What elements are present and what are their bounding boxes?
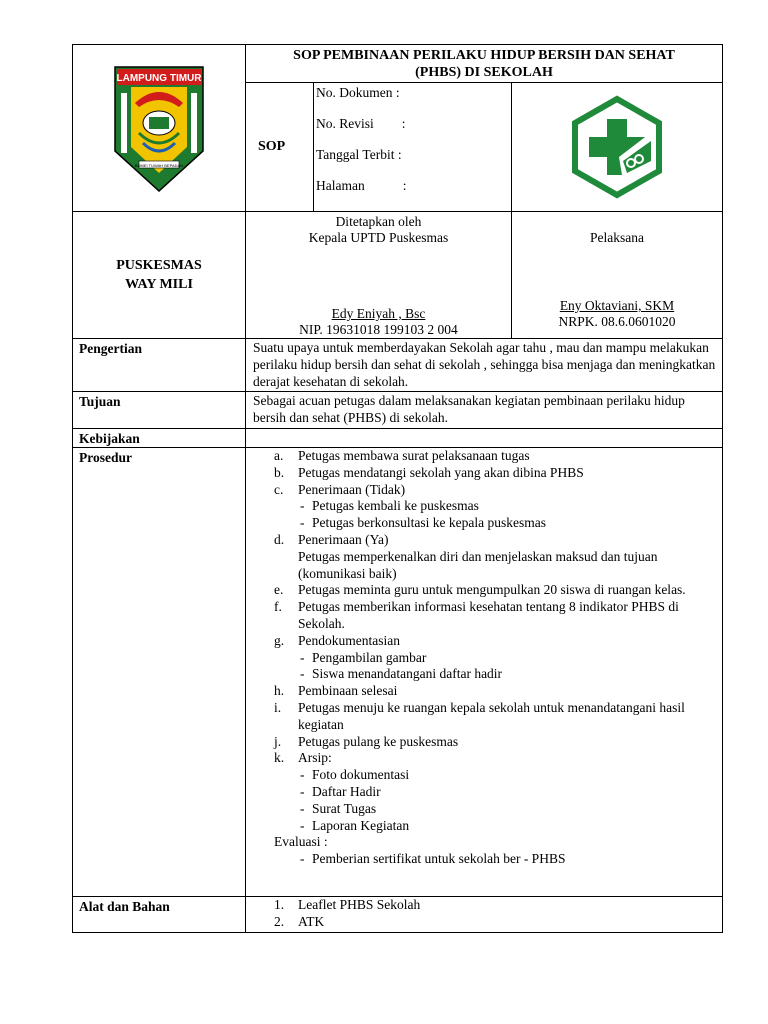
crest-motto: BUMEI TUWAH BEPADAN [134, 162, 184, 168]
list-item: c. Penerimaan (Tidak) - Petugas kembali ke puskesmas - Petugas berkonsultasi ke kepala puskesmas [246, 482, 716, 532]
list-item: i. Petugas menuju ke ruangan kepala sekolah untuk menandatangani hasil kegiatan [274, 699, 685, 732]
list-item: k. Arsip: - Foto dokumentasi - Daftar Hadir - Surat Tugas - Laporan Kegiatan [246, 750, 716, 834]
sub-item: - Petugas berkonsultasi ke kepala puskesmas [298, 515, 716, 532]
sub-list [298, 650, 716, 684]
meta-row: No. Dokumen : [316, 85, 400, 100]
list-item: j. Petugas pulang ke puskesmas [274, 733, 459, 749]
list-item: g. Pendokumentasian - Pengambilan gambar - Siswa menandatangani daftar hadir [246, 633, 716, 683]
approved-by-line-2: Kepala UPTD Puskesmas [308, 230, 449, 245]
approved-by-line-1: Ditetapkan oleh [335, 214, 422, 229]
alat-content [246, 896, 723, 932]
puskesmas-cross-icon [567, 95, 667, 199]
alat-list [246, 897, 716, 931]
alat-label: Alat dan Bahan [73, 896, 246, 932]
crest-title: LAMPUNG TIMUR [116, 72, 202, 84]
approved-by [246, 212, 512, 339]
title-line-2: (PHBS) DI SEKOLAH [415, 65, 553, 80]
regency-logo-cell [73, 45, 246, 212]
puskesmas-unit [73, 212, 246, 339]
prosedur-list [246, 448, 716, 834]
sub-item: - Pengambilan gambar [298, 650, 716, 667]
tujuan-text: Sebagai acuan petugas dalam melaksanakan kegiatan pembinaan perilaku hidup bersih dan sehat (PHBS) di sekolah. [246, 392, 723, 429]
sop-header-table [72, 44, 723, 339]
sub-item: - Pemberian sertifikat untuk sekolah ber - PHBS [298, 851, 716, 868]
sub-item: - Siswa menandatangani daftar hadir [298, 666, 716, 683]
regency-crest-icon [109, 63, 209, 193]
title-line-1: SOP PEMBINAAN PERILAKU HIDUP BERSIH DAN SEHAT [293, 48, 675, 63]
list-item: h. Pembinaan selesai [274, 683, 398, 699]
meta-row: Tanggal Terbit : [316, 147, 402, 162]
sop-body-table [72, 338, 723, 933]
tujuan-label: Tujuan [73, 392, 246, 429]
approver-id: NIP. 19631018 199103 2 004 [299, 322, 458, 337]
executor-name: Eny Oktaviani, SKM [559, 298, 675, 313]
evaluasi-label: Evaluasi : [274, 834, 328, 850]
executor [512, 212, 723, 339]
sub-item: - Daftar Hadir [298, 784, 716, 801]
list-item: 2. ATK [274, 913, 325, 929]
prosedur-content [246, 447, 723, 896]
meta-row: Halaman : [316, 178, 407, 193]
list-item: 1. Leaflet PHBS Sekolah [274, 896, 421, 912]
sub-list [298, 498, 716, 532]
list-item: e. Petugas meminta guru untuk mengumpulkan 20 siswa di ruangan kelas. [274, 582, 686, 598]
prosedur-label: Prosedur [73, 447, 246, 896]
sop-document [72, 44, 722, 933]
executor-id: NRPK. 08.6.0601020 [558, 314, 676, 329]
sop-label: SOP [246, 83, 314, 212]
sub-item: - Petugas kembali ke puskesmas [298, 498, 716, 515]
list-item: b. Petugas mendatangi sekolah yang akan dibina PHBS [274, 464, 584, 480]
sub-item: - Surat Tugas [298, 801, 716, 818]
puskesmas-logo-cell [512, 83, 723, 212]
unit-line-1: PUSKESMAS [116, 258, 202, 273]
pengertian-text: Suatu upaya untuk memberdayakan Sekolah agar tahu , mau dan mampu melakukan perilaku hidup bersih dan sehat di sekolah , sehingga bisa menjaga dan meningkatkan derajat kesehatan di sekolah. [246, 339, 723, 392]
meta-row: No. Revisi : [316, 116, 406, 131]
document-title [246, 45, 723, 83]
kebijakan-text [246, 428, 723, 447]
executor-label: Pelaksana [590, 230, 644, 245]
approver-name: Edy Eniyah , Bsc [331, 306, 426, 321]
sub-item: - Laporan Kegiatan [298, 818, 716, 835]
evaluasi-list [246, 851, 716, 868]
sub-list [298, 767, 716, 834]
pengertian-label: Pengertian [73, 339, 246, 392]
item-continuation: Petugas memperkenalkan diri dan menjelaskan maksud dan tujuan (komunikasi baik) [298, 548, 658, 581]
kebijakan-label: Kebijakan [73, 428, 246, 447]
sub-item: - Foto dokumentasi [298, 767, 716, 784]
list-item: d. Penerimaan (Ya) Petugas memperkenalkan diri dan menjelaskan maksud dan tujuan (komunikasi baik) [246, 532, 716, 582]
unit-line-2: WAY MILI [125, 277, 193, 292]
list-item: f. Petugas memberikan informasi kesehatan tentang 8 indikator PHBS di Sekolah. [274, 599, 679, 631]
list-item: a. Petugas membawa surat pelaksanaan tugas [274, 447, 530, 463]
document-meta [314, 83, 512, 212]
